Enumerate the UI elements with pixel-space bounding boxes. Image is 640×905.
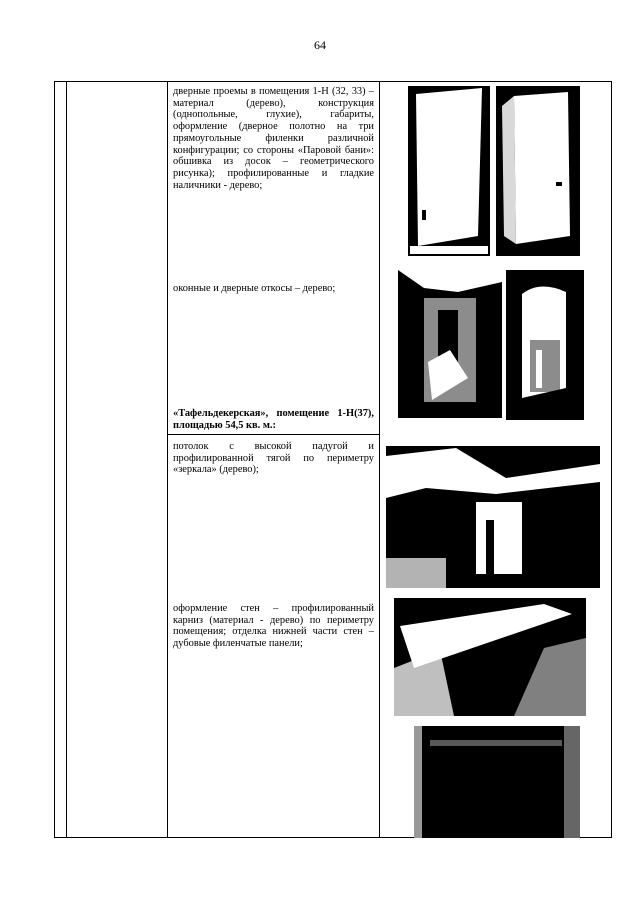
table-column-divider	[379, 81, 380, 838]
paneling-photo	[414, 726, 580, 838]
page-number: 64	[314, 38, 326, 52]
row-text-ceiling: потолок с высокой падугой и профилированной тягой по периметру «зеркала» (дерево);	[173, 441, 374, 476]
ceiling-photo	[386, 438, 600, 588]
table-border-right	[611, 81, 612, 838]
row-text-reveals: оконные и дверные откосы – дерево;	[173, 283, 336, 294]
doorway-photo-right	[506, 270, 584, 420]
section-heading: «Тафельдекерская», помещение 1-Н(37), площадью 54,5 кв. м.:	[173, 408, 374, 431]
door-photo-left	[408, 86, 490, 256]
row-text-doors: дверные проемы в помещения 1-Н (32, 33) – материал (дерево), конструкция (однопольные, глухие), габариты, оформление (дверное полотно на три прямоугольные филенки различной конфигурации; со стороны «Паровой бани»: обшивка из досок – геометрического рисунка); профилированные и гладкие наличники - дерево;	[173, 86, 374, 191]
table-column-divider	[167, 81, 168, 838]
row-text-walls: оформление стен – профилированный карниз (материал - дерево) по периметру помещения; отделка нижней части стен – дубовые филенчатые панели;	[173, 603, 374, 650]
table-border-top	[54, 81, 612, 82]
table-border-left	[54, 81, 55, 838]
door-photo-right	[496, 86, 580, 256]
table-column-divider	[66, 81, 67, 838]
doorway-photo-left	[398, 270, 502, 418]
table-row-divider	[167, 434, 380, 435]
cornice-photo	[394, 598, 586, 716]
